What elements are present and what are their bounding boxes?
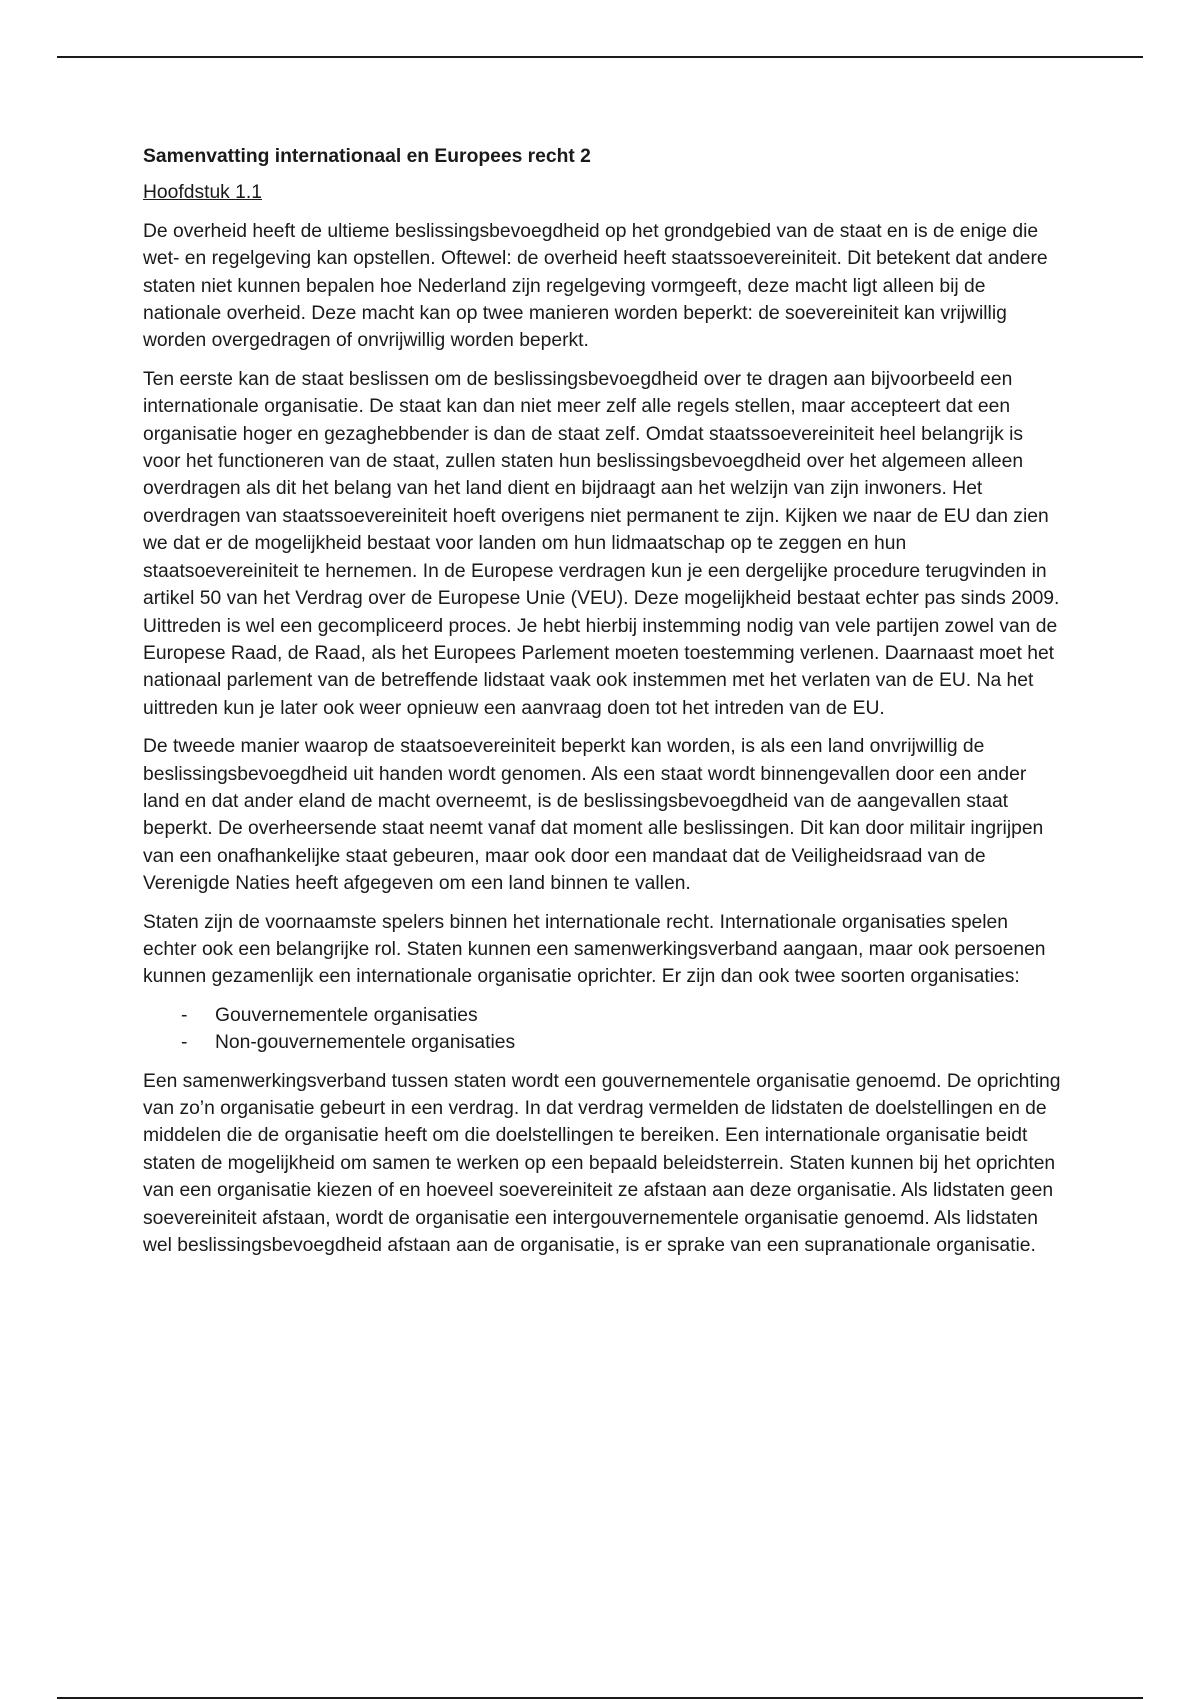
organisation-types-list — [143, 1002, 1063, 1057]
list-item-text: Gouvernementele organisaties — [215, 1004, 478, 1026]
paragraph: Staten zijn de voornaamste spelers binnen het internationale recht. Internationale organisaties spelen echter ook een belangrijke rol. Staten kunnen een samenwerkingsverband aangaan, maar ook persoenen kunnen gezamenlijk een internationale organisatie oprichter. Er zijn dan ook twee soorten organisaties: — [143, 911, 1046, 988]
paragraph: De tweede manier waarop de staatsoevereiniteit beperkt kan worden, is als een land onvrijwillig de beslissingsbevoegdheid uit handen wordt genomen. Als een staat wordt binnengevallen door een ander land en dat ander eland de macht overneemt, is de beslissingsbevoegdheid van de aangevallen staat beperkt. De overheersende staat neemt vanaf dat moment alle beslissingen. Dit kan door militair ingrijpen van een onafhankelijke staat gebeuren, maar ook door een mandaat dat de Veiligheidsraad van de Verenigde Naties heeft afgegeven om een land binnen te vallen. — [143, 736, 1044, 895]
document-body — [143, 143, 1063, 1270]
footer-rule — [57, 1697, 1143, 1699]
list-marker: - — [181, 1004, 188, 1026]
list-item-text: Non-gouvernementele organisaties — [215, 1032, 516, 1054]
header-rule — [57, 56, 1143, 58]
document-title: Samenvatting internationaal en Europees recht 2 — [143, 146, 591, 167]
list-item — [181, 1029, 1063, 1056]
paragraph: Ten eerste kan de staat beslissen om de beslissingsbevoegdheid over te dragen aan bijvoorbeeld een internationale organisatie. De staat kan dan niet meer zelf alle regels stellen, maar accepteert dat een organisatie hoger en gezaghebbender is dan de staat zelf. Omdat staatssoevereiniteit heel belangrijk is voor het functioneren van de staat, zullen staten hun beslissingsbevoegdheid over het algemeen alleen overdragen als dit het belang van het land dient en bijdraagt aan het welzijn van zijn inwoners. Het overdragen van staatssoevereiniteit hoeft overigens niet permanent te zijn. Kijken we naar de EU dan zien we dat er de mogelijkheid bestaat voor landen om hun lidmaatschap op te zeggen en hun staatsoevereiniteit te hernemen. In de Europese verdragen kun je een dergelijke procedure terugvinden in artikel 50 van het Verdrag over de Europese Unie (VEU). Deze mogelijkheid bestaat echter pas sinds 2009. Uittreden is wel een gecompliceerd proces. Je hebt hierbij instemming nodig van vele partijen zowel van de Europese Raad, de Raad, als het Europees Parlement moeten toestemming verlenen. Daarnaast moet het nationaal parlement van de betreffende lidstaat vaak ook instemmen met het verlaten van de EU. Na het uittreden kun je later ook weer opnieuw een aanvraag doen tot het intreden van de EU. — [143, 368, 1060, 719]
list-marker: - — [181, 1032, 188, 1054]
chapter-heading: Hoofdstuk 1.1 — [143, 182, 262, 204]
list-item — [181, 1002, 1063, 1029]
paragraph: Een samenwerkingsverband tussen staten wordt een gouvernementele organisatie genoemd. De oprichting van zo’n organisatie gebeurt in een verdrag. In dat verdrag vermelden de lidstaten de doelstellingen en de middelen die de organisatie heeft om die doelstellingen te bereiken. Een internationale organisatie beidt staten de mogelijkheid om samen te werken op een bepaald beleidsterrein. Staten kunnen bij het oprichten van een organisatie kiezen of en hoeveel soevereiniteit ze afstaan aan deze organisatie. Als lidstaten geen soevereiniteit afstaan, wordt de organisatie een intergouvernementele organisatie genoemd. Als lidstaten wel beslissingsbevoegdheid afstaan aan de organisatie, is er sprake van een supranationale organisatie. — [143, 1070, 1061, 1257]
paragraph: De overheid heeft de ultieme beslissingsbevoegdheid op het grondgebied van de staat en is de enige die wet- en regelgeving kan opstellen. Oftewel: de overheid heeft staatssoevereiniteit. Dit betekent dat andere staten niet kunnen bepalen hoe Nederland zijn regelgeving vormgeeft, deze macht ligt alleen bij de nationale overheid. Deze macht kan op twee manieren worden beperkt: de soevereiniteit kan vrijwillig worden overgedragen of onvrijwillig worden beperkt. — [143, 220, 1048, 352]
